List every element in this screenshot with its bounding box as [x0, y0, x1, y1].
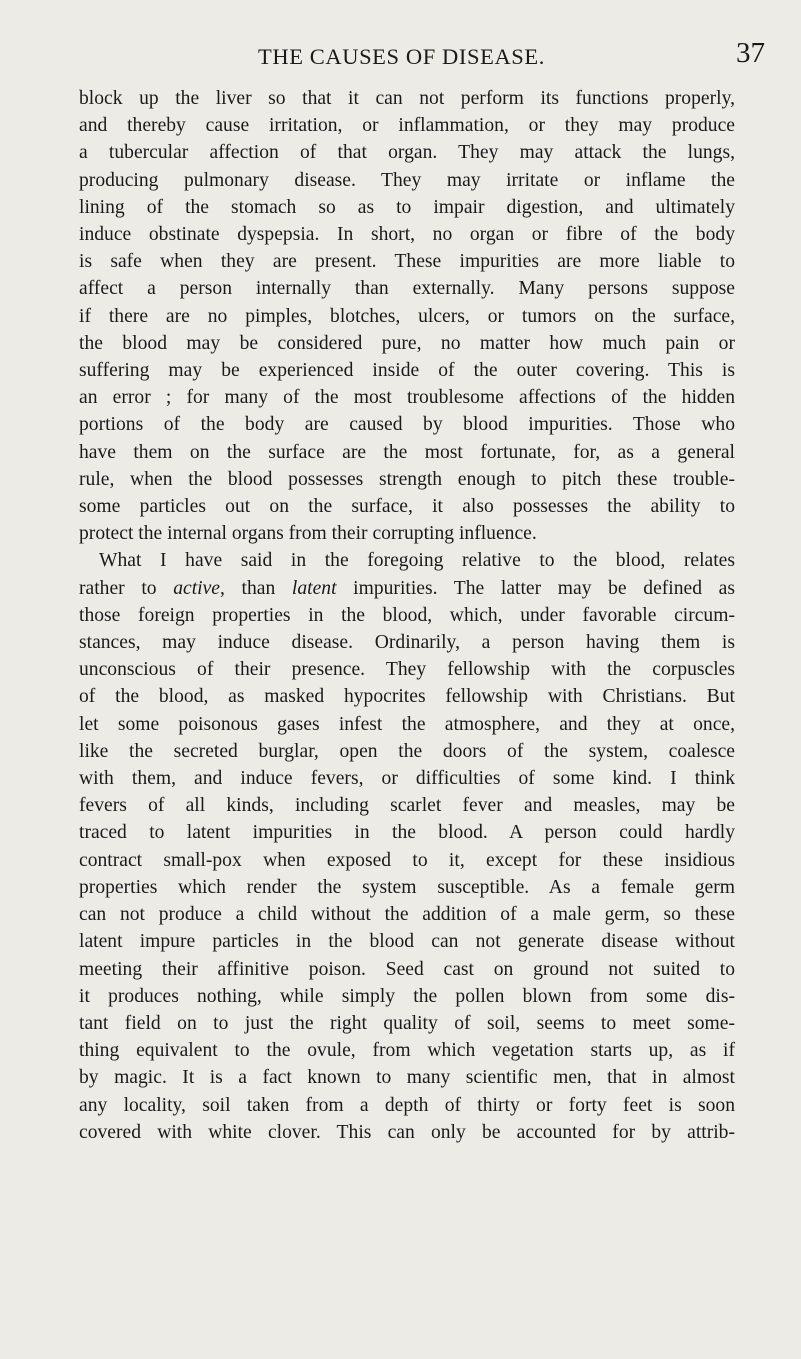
paragraph-2 [79, 547, 735, 1145]
text-line: with them, and induce fevers, or difficulties of some kind. I think [79, 768, 735, 790]
text-line: rather to active, than latent impurities. The latter may be defined as [79, 577, 735, 599]
text-line: can not produce a child without the addition of a male germ, so these [79, 904, 735, 926]
text-line: those foreign properties in the blood, which, under favorable circum- [79, 604, 735, 626]
text-line: covered with white clover. This can only be accounted for by attrib- [79, 1121, 735, 1143]
text-line: fevers of all kinds, including scarlet fever and measles, may be [79, 795, 735, 817]
text-line: traced to latent impurities in the blood. A person could hardly [79, 822, 735, 844]
text-line: contract small-pox when exposed to it, except for these insidious [79, 849, 735, 871]
text-line: have them on the surface are the most fortunate, for, as a general [79, 441, 735, 463]
text-line: by magic. It is a fact known to many scientific men, that in almost [79, 1067, 735, 1089]
text-line: the blood may be considered pure, no matter how much pain or [79, 332, 735, 354]
text-line: latent impure particles in the blood can not generate disease without [79, 931, 735, 953]
text-line: and thereby cause irritation, or inflammation, or they may produce [79, 115, 735, 137]
paragraph-1 [79, 85, 735, 547]
body-text [79, 85, 735, 1146]
page-number: 37 [736, 37, 765, 69]
text-line: induce obstinate dyspepsia. In short, no organ or fibre of the body [79, 224, 735, 246]
text-line: lining of the stomach so as to impair digestion, and ultimately [79, 196, 735, 218]
text-line: like the secreted burglar, open the doors of the system, coalesce [79, 740, 735, 762]
text-line: suffering may be experienced inside of the outer covering. This is [79, 360, 735, 382]
text-line: meeting their affinitive poison. Seed cast on ground not suited to [79, 958, 735, 980]
text-line: producing pulmonary disease. They may irritate or inflame the [79, 169, 735, 191]
text-line: rule, when the blood possesses strength enough to pitch these trouble- [79, 468, 735, 490]
text-line: of the blood, as masked hypocrites fellowship with Christians. But [79, 686, 735, 708]
text-line: tant field on to just the right quality of soil, seems to meet some- [79, 1012, 735, 1034]
text-line: affect a person internally than externally. Many persons suppose [79, 278, 735, 300]
text-line: protect the internal organs from their corrupting influence. [79, 523, 537, 545]
text-line: is safe when they are present. These impurities are more liable to [79, 251, 735, 273]
text-line: an error ; for many of the most troublesome affections of the hidden [79, 387, 735, 409]
text-line: properties which render the system susceptible. As a female germ [79, 876, 735, 898]
text-line: portions of the body are caused by blood impurities. Those who [79, 414, 735, 436]
text-line: What I have said in the foregoing relative to the blood, relates [99, 550, 735, 572]
text-line: if there are no pimples, blotches, ulcers, or tumors on the surface, [79, 305, 735, 327]
running-head: THE CAUSES OF DISEASE. [258, 44, 545, 69]
text-line: a tubercular affection of that organ. They may attack the lungs, [79, 142, 735, 164]
text-line: any locality, soil taken from a depth of thirty or forty feet is soon [79, 1094, 735, 1116]
text-line: some particles out on the surface, it also possesses the ability to [79, 496, 735, 518]
text-line: it produces nothing, while simply the pollen blown from some dis- [79, 985, 735, 1007]
text-line: let some poisonous gases infest the atmosphere, and they at once, [79, 713, 735, 735]
text-line: thing equivalent to the ovule, from which vegetation starts up, as if [79, 1040, 735, 1062]
text-line: unconscious of their presence. They fellowship with the corpuscles [79, 659, 735, 681]
text-line: stances, may induce disease. Ordinarily, a person having them is [79, 632, 735, 654]
page-header [0, 37, 801, 72]
text-line: block up the liver so that it can not perform its functions properly, [79, 88, 735, 109]
